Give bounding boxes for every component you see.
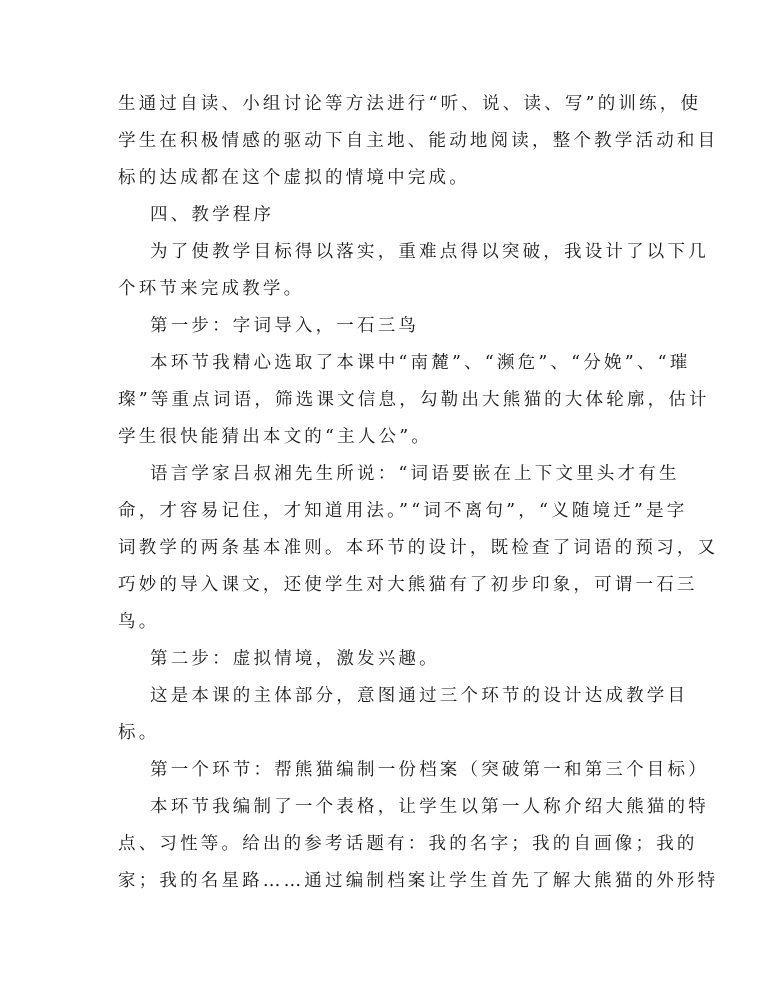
text-line: 个环节来完成教学。	[118, 279, 305, 299]
text-line: 学生在积极情感的驱动下自主地、能动地阅读，整个教学活动和目	[118, 131, 719, 151]
text-line: 词教学的两条基本准则。本环节的设计，既检查了词语的预习，又	[118, 538, 719, 558]
text-line: 璨”等重点词语，筛选课文信息，勾勒出大熊猫的大体轮廓，估计	[118, 390, 710, 410]
text-line: 语言学家吕叔湘先生所说：“词语要嵌在上下文里头才有生	[150, 464, 680, 484]
text-line: 命，才容易记住，才知道用法。”“词不离句”，“义随境迁”是字	[118, 501, 688, 521]
section-heading: 四、教学程序	[150, 205, 275, 225]
step-heading: 第一步：字词导入，一石三鸟	[150, 316, 420, 336]
text-line: 学生很快能猜出本文的“主人公”。	[118, 427, 433, 447]
text-line: 点、习性等。给出的参考话题有：我的名字；我的自画像；我的	[118, 834, 698, 854]
text-line: 本环节我精心选取了本课中“南麓”、“濒危”、“分娩”、“璀	[150, 353, 691, 373]
text-line: 家；我的名星路……通过编制档案让学生首先了解大熊猫的外形特	[118, 871, 719, 891]
step-heading: 第二步：虚拟情境，激发兴趣。	[150, 649, 440, 669]
text-line: 这是本课的主体部分，意图通过三个环节的设计达成教学目	[150, 686, 689, 706]
text-line: 巧妙的导入课文，还使学生对大熊猫有了初步印象，可谓一石三	[118, 575, 698, 595]
text-line: 标。	[118, 723, 160, 743]
text-line: 生通过自读、小组讨论等方法进行“听、说、读、写”的训练，使	[118, 94, 702, 114]
text-line: 标的达成都在这个虚拟的情境中完成。	[118, 168, 470, 188]
text-line: 为了使教学目标得以落实，重难点得以突破，我设计了以下几	[150, 242, 709, 262]
text-line: 鸟。	[118, 612, 160, 632]
text-line: 本环节我编制了一个表格，让学生以第一人称介绍大熊猫的特	[150, 797, 709, 817]
subsection-heading: 第一个环节：帮熊猫编制一份档案（突破第一和第三个目标）	[150, 760, 709, 780]
